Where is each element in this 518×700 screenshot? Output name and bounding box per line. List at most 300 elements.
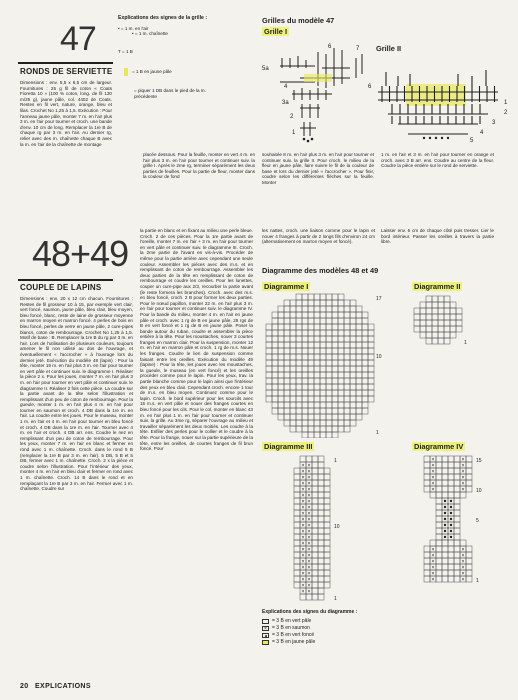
- grid-cell: [454, 504, 460, 510]
- grid-cell: [436, 576, 442, 582]
- grid-cell: [318, 540, 324, 546]
- grid-cell: [454, 534, 460, 540]
- grid-cell: [320, 336, 326, 342]
- grid-cell: [338, 402, 344, 408]
- grid-cell: [424, 474, 430, 480]
- cross-mark: ×: [431, 486, 435, 493]
- grid-cell: [314, 312, 320, 318]
- cross-mark: ×: [301, 516, 305, 523]
- grid-cell: [312, 588, 318, 594]
- grid-cell: [302, 426, 308, 432]
- grid-cell: [442, 474, 448, 480]
- grid-cell: [302, 318, 308, 324]
- grid-cell: [356, 396, 362, 402]
- grid-cell: [284, 306, 290, 312]
- grid-cell: [290, 372, 296, 378]
- grid-cell: [444, 296, 450, 302]
- grid-cell: [326, 342, 332, 348]
- grid-cell: [444, 332, 450, 338]
- grid-cell: [456, 314, 462, 320]
- grid-cell: [308, 354, 314, 360]
- grid-cell: [294, 570, 300, 576]
- grid-cell: [324, 528, 330, 534]
- grid-cell: [320, 408, 326, 414]
- grid-cell: [324, 540, 330, 546]
- grid-cell: [272, 336, 278, 342]
- grid-cell: [344, 414, 350, 420]
- grid-cell: [312, 510, 318, 516]
- grid-cell: [450, 314, 456, 320]
- grid-cell: [356, 414, 362, 420]
- grid-cell: [278, 342, 284, 348]
- grid-i-title: Grille I: [264, 27, 288, 36]
- grid-cell: [314, 354, 320, 360]
- grid-cell: [368, 354, 374, 360]
- grid-cell: [350, 348, 356, 354]
- grid-cell: [312, 486, 318, 492]
- grid-cell: [314, 420, 320, 426]
- cross-mark: ×: [301, 564, 305, 571]
- grid-cell: [338, 348, 344, 354]
- grid-cell: [344, 366, 350, 372]
- grid-cell: [424, 576, 430, 582]
- grid-cell: [326, 396, 332, 402]
- grid-cell: [296, 402, 302, 408]
- grid-cell: [324, 474, 330, 480]
- cross-mark: ×: [461, 480, 465, 487]
- grid-cell: [442, 552, 448, 558]
- cross-mark: ×: [307, 582, 311, 589]
- grid-cell: [368, 390, 374, 396]
- grid-cell: [324, 504, 330, 510]
- grid-cell: [318, 594, 324, 600]
- grid-cell: [324, 492, 330, 498]
- cross-mark: ×: [307, 570, 311, 577]
- diagram-iii-ear-chart: [290, 454, 360, 604]
- cross-mark: ×: [307, 576, 311, 583]
- grid-cell: [356, 324, 362, 330]
- grid-cell: [272, 360, 278, 366]
- grid-cell: [290, 324, 296, 330]
- grid-cell: [430, 540, 436, 546]
- grid-cell: [338, 294, 344, 300]
- grid-cell: [332, 420, 338, 426]
- grid-cell: [296, 390, 302, 396]
- grid-cell: [436, 474, 442, 480]
- grid-cell: [436, 558, 442, 564]
- grid-cell: [332, 342, 338, 348]
- dot-square-icon: [262, 633, 269, 638]
- cross-mark: ×: [431, 462, 435, 469]
- grid-legend: [118, 16, 258, 100]
- cross-mark: ×: [307, 462, 311, 469]
- grid-cell: [294, 558, 300, 564]
- grid-cell: [432, 338, 438, 344]
- grid-cell: [272, 408, 278, 414]
- grid-cell: [466, 480, 472, 486]
- grid-cell: [290, 420, 296, 426]
- page-number: 20: [20, 683, 29, 690]
- grid-cell: [318, 588, 324, 594]
- grid-cell: [448, 546, 454, 552]
- grid-cell: [332, 432, 338, 438]
- cross-mark: ×: [307, 516, 311, 523]
- grid-cell: [414, 308, 420, 314]
- svg-text:5: 5: [470, 138, 474, 142]
- grid-cell: [432, 320, 438, 326]
- grid-cell: [308, 408, 314, 414]
- grid-cell: [338, 384, 344, 390]
- grid-cell: [448, 462, 454, 468]
- grid-cell: [438, 326, 444, 332]
- grid-cell: [450, 308, 456, 314]
- cross-mark: ×: [301, 528, 305, 535]
- grid-cell: [314, 366, 320, 372]
- legend-pale-yellow: = 3 B en jaune pâle: [262, 640, 412, 646]
- cross-mark: ×: [461, 552, 465, 559]
- grid-cell: [454, 564, 460, 570]
- grid-cell: [324, 498, 330, 504]
- grid-cell: [294, 552, 300, 558]
- grid-cell: [454, 492, 460, 498]
- grid-cell: [290, 300, 296, 306]
- grid-cell: [350, 330, 356, 336]
- grid-cell: [432, 302, 438, 308]
- cross-mark: ×: [431, 480, 435, 487]
- grid-cell: [302, 390, 308, 396]
- grid-cell: [290, 378, 296, 384]
- grid-cell: [344, 408, 350, 414]
- grid-cell: [438, 338, 444, 344]
- grid-cell: [312, 534, 318, 540]
- grid-cell: [278, 414, 284, 420]
- grid-cell: [320, 402, 326, 408]
- grid-cell: [426, 332, 432, 338]
- rabbits-instructions-col3: les nattes, croch. une liaison comme pour le lapin et nouer 4 franges à partir de 2 longs fils d'environ 24 cm (alternativement en marron moyen et foncé).: [262, 228, 375, 245]
- grid-cell: [314, 330, 320, 336]
- grid-cell: [278, 390, 284, 396]
- grid-cell: [456, 308, 462, 314]
- grid-cell: [320, 360, 326, 366]
- grid-cell: [318, 492, 324, 498]
- grid-cell: [436, 462, 442, 468]
- grid-cell: [266, 396, 272, 402]
- grid-cell: [302, 378, 308, 384]
- grid-cell: [312, 546, 318, 552]
- grid-cell: [368, 324, 374, 330]
- svg-text:7: 7: [356, 46, 360, 52]
- grid-cell: [466, 546, 472, 552]
- grid-cell: [284, 336, 290, 342]
- bottom-rule: [18, 279, 113, 281]
- grid-cell: [368, 384, 374, 390]
- grid-cell: [424, 486, 430, 492]
- grid-cell: [448, 540, 454, 546]
- grid-cell: [450, 320, 456, 326]
- grid-cell: [266, 336, 272, 342]
- grid-cell: [356, 318, 362, 324]
- grid-cell: [338, 366, 344, 372]
- grid-cell: [308, 360, 314, 366]
- grid-cell: [324, 522, 330, 528]
- grid-cell: [454, 462, 460, 468]
- grid-cell: [362, 336, 368, 342]
- grid-cell: [356, 372, 362, 378]
- grid-cell: [314, 396, 320, 402]
- grid-cell: [344, 384, 350, 390]
- grid-cell: [436, 522, 442, 528]
- grid-cell: [296, 420, 302, 426]
- grid-cell: [338, 360, 344, 366]
- grid-cell: [344, 360, 350, 366]
- grid-cell: [318, 570, 324, 576]
- grid-cell: [332, 306, 338, 312]
- grid-cell: [318, 534, 324, 540]
- cross-mark: ×: [461, 462, 465, 469]
- grid-cell: [284, 396, 290, 402]
- grid-cell: [466, 468, 472, 474]
- grid-cell: [278, 372, 284, 378]
- cross-mark: ×: [461, 474, 465, 481]
- dot-mark: [450, 506, 452, 508]
- grid-cell: [278, 384, 284, 390]
- grid-cell: [290, 342, 296, 348]
- grid-cell: [266, 390, 272, 396]
- svg-text:6: 6: [328, 44, 332, 50]
- grid-cell: [436, 492, 442, 498]
- grid-cell: [438, 296, 444, 302]
- cross-mark: ×: [307, 546, 311, 553]
- grid-cell: [362, 354, 368, 360]
- grid-cell: [272, 384, 278, 390]
- grid-cell: [326, 306, 332, 312]
- grid-cell: [324, 480, 330, 486]
- grid-cell: [338, 390, 344, 396]
- grid-cell: [284, 324, 290, 330]
- grid-cell: [368, 348, 374, 354]
- page-footer: [20, 684, 91, 690]
- svg-text:2: 2: [290, 114, 294, 120]
- row-number: 17: [376, 296, 382, 302]
- cross-mark: ×: [461, 570, 465, 577]
- grid-cell: [356, 360, 362, 366]
- grid-cell: [324, 486, 330, 492]
- grid-cell: [326, 330, 332, 336]
- cross-mark: ×: [301, 588, 305, 595]
- grid-cell: [302, 360, 308, 366]
- grid-cell: [454, 528, 460, 534]
- grid-cell: [444, 302, 450, 308]
- cross-mark: ×: [431, 456, 435, 463]
- grid-cell: [426, 296, 432, 302]
- grid-cell: [442, 486, 448, 492]
- grid-cell: [436, 528, 442, 534]
- grid-cell: [448, 552, 454, 558]
- grid-cell: [456, 326, 462, 332]
- grid-cell: [326, 408, 332, 414]
- cross-mark: ×: [307, 534, 311, 541]
- grid-cell: [344, 402, 350, 408]
- grid-cell: [444, 338, 450, 344]
- grid-cell: [312, 504, 318, 510]
- grid-cell: [272, 366, 278, 372]
- grid-cell: [290, 336, 296, 342]
- pattern-number-48-49: 48+49: [32, 233, 129, 274]
- grid-cell: [332, 318, 338, 324]
- grid-cell: [332, 336, 338, 342]
- grid-cell: [312, 474, 318, 480]
- grid-cell: [368, 336, 374, 342]
- grid-cell: [314, 378, 320, 384]
- grid-cell: [466, 570, 472, 576]
- grid-cell: [350, 324, 356, 330]
- row-number: 1: [376, 430, 379, 436]
- grid-cell: [332, 324, 338, 330]
- flower-instructions: souhaitée 8 m. en l'air plus 3 m. en l'air pour tourner et continuer suiv. la grille II. Pour croch. le milieu de la fleur en jaune pâle, faire suivre le fil de la couleur de base et lors du dernier jeté « l'accrocher ». Pour finir, coudre selon les différentes flèches sur la feuille. Monter: [262, 152, 374, 185]
- grid-cell: [350, 390, 356, 396]
- grid-cell: [436, 504, 442, 510]
- grid-cell: [350, 396, 356, 402]
- grid-cell: [320, 312, 326, 318]
- grid-cell: [312, 558, 318, 564]
- grid-cell: [332, 408, 338, 414]
- grid-cell: [332, 414, 338, 420]
- grid-cell: [466, 552, 472, 558]
- grid-cell: [314, 402, 320, 408]
- grid-cell: [314, 342, 320, 348]
- diagram-ii-title: Diagramme II: [414, 282, 461, 291]
- cross-mark: ×: [301, 546, 305, 553]
- pattern-number-47: 47: [60, 20, 96, 58]
- grid-cell: [424, 564, 430, 570]
- grid-cell: [318, 564, 324, 570]
- grid-cell: [308, 330, 314, 336]
- legend-salmon: × = 3 B en saumon: [262, 626, 412, 632]
- grid-cell: [266, 378, 272, 384]
- grid-cell: [356, 366, 362, 372]
- grid-cell: [350, 360, 356, 366]
- grid-cell: [314, 384, 320, 390]
- grid-cell: [368, 366, 374, 372]
- grid-cell: [432, 332, 438, 338]
- grid-i-leaf-chart: [260, 38, 370, 143]
- grid-cell: [444, 308, 450, 314]
- grid-cell: [368, 372, 374, 378]
- grid-cell: [302, 342, 308, 348]
- grid-cell: [368, 330, 374, 336]
- dot-mark: [444, 524, 446, 526]
- grid-cell: [314, 360, 320, 366]
- cross-mark: ×: [301, 474, 305, 481]
- grid-cell: [338, 306, 344, 312]
- legend-item-dc-yellow: = 1 B en jaune pâle: [118, 68, 258, 76]
- row-number: 1: [464, 340, 467, 346]
- grid-cell: [426, 338, 432, 344]
- grid-cell: [332, 366, 338, 372]
- grid-cell: [424, 456, 430, 462]
- grid-cell: [454, 516, 460, 522]
- cross-mark: ×: [307, 474, 311, 481]
- grid-cell: [454, 456, 460, 462]
- grid-cell: [294, 534, 300, 540]
- grid-cell: [332, 300, 338, 306]
- grid-cell: [308, 300, 314, 306]
- napkin-rings-instructions: Dimensions : env. 5,5 x 6,5 cm de largeur. Fournitures : 25 g fil de coton « Coats Fioretta 10 » (100 % coton, long. de fil 130 m/25 g), jaune pâle, col. 4402 de Coats. Restes en fil vert, nature, orange, bleu et lilas. Crochet No 1,25 à 1,5. Exécution : Pour l'anneau jaune pâle, monter 7 m. en l'air plus 3 m. en l'air pour tourner et croch. une bande d'env. 10 cm de long. Remplacer la 1re B de chaque rg par 3 m. en l'air. Au dernier rg, relier avec des m. chaînette chaque B avec la m. en l'air de la chaînette de montage: [20, 80, 112, 147]
- grid-cell: [450, 326, 456, 332]
- grid-cell: [278, 402, 284, 408]
- grid-cell: [324, 570, 330, 576]
- grid-cell: [362, 348, 368, 354]
- grid-cell: [312, 582, 318, 588]
- grid-cell: [314, 306, 320, 312]
- grid-cell: [320, 300, 326, 306]
- grid-cell: [324, 468, 330, 474]
- grid-cell: [278, 366, 284, 372]
- grid-cell: [426, 314, 432, 320]
- grid-cell: [278, 336, 284, 342]
- grid-cell: [432, 308, 438, 314]
- grid-cell: [296, 408, 302, 414]
- grid-cell: [320, 366, 326, 372]
- grid-cell: [332, 360, 338, 366]
- grid-cell: [320, 378, 326, 384]
- grid-cell: [296, 372, 302, 378]
- grid-cell: [312, 468, 318, 474]
- grid-cell: [294, 474, 300, 480]
- grid-cell: [294, 576, 300, 582]
- grid-cell: [466, 558, 472, 564]
- cross-mark: ×: [301, 570, 305, 577]
- grid-cell: [438, 332, 444, 338]
- grid-cell: [302, 396, 308, 402]
- grid-cell: [266, 366, 272, 372]
- grid-cell: [294, 468, 300, 474]
- cross-mark: ×: [307, 498, 311, 505]
- grid-cell: [272, 318, 278, 324]
- grid-cell: [300, 456, 306, 462]
- grid-cell: [344, 426, 350, 432]
- grid-cell: [356, 390, 362, 396]
- grid-cell: [448, 468, 454, 474]
- svg-text:5a: 5a: [262, 66, 269, 72]
- grid-cell: [356, 342, 362, 348]
- grid-cell: [290, 402, 296, 408]
- grid-cell: [284, 372, 290, 378]
- grid-cell: [442, 492, 448, 498]
- grid-cell: [436, 468, 442, 474]
- grid-cell: [320, 390, 326, 396]
- grid-cell: [290, 306, 296, 312]
- grid-cell: [312, 456, 318, 462]
- grid-cell: [284, 330, 290, 336]
- grid-cell: [362, 360, 368, 366]
- grid-cell: [338, 342, 344, 348]
- legend-item-tr: = piquer 1 DB dans le pied de la m. précédente: [134, 88, 206, 99]
- grid-cell: [332, 294, 338, 300]
- legend-title: Explications des signes de la grille :: [118, 15, 208, 21]
- grid-cell: [306, 456, 312, 462]
- grid-cell: [426, 308, 432, 314]
- grid-cell: [296, 384, 302, 390]
- grid-cell: [448, 480, 454, 486]
- grid-cell: [320, 372, 326, 378]
- grid-cell: [350, 378, 356, 384]
- section-title-rabbits: COUPLE DE LAPINS: [20, 283, 102, 292]
- grid-cell: [294, 528, 300, 534]
- grid-cell: [324, 576, 330, 582]
- grid-cell: [436, 510, 442, 516]
- grid-cell: [442, 576, 448, 582]
